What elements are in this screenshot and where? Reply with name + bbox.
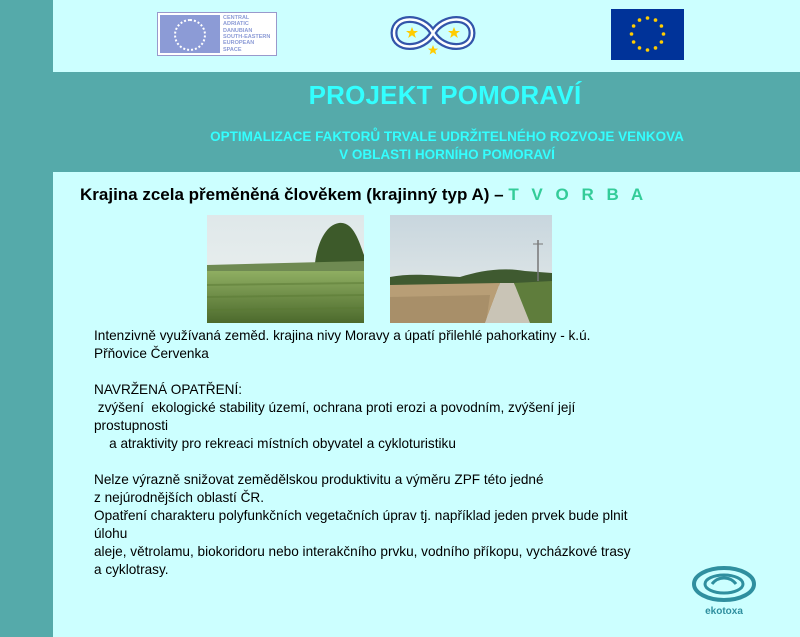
text-line-1: Nelze výrazně snižovat zemědělskou produktivitu a výměru ZPF této jedné [94, 472, 544, 487]
subtitle-line-2: V OBLASTI HORNÍHO POMORAVÍ [339, 147, 555, 162]
slide-heading-main: Krajina zcela přeměněná člověkem (krajinný typ A) – [80, 185, 509, 204]
cadses-stars-icon [160, 15, 220, 53]
text-line-3: Opatření charakteru polyfunkčních vegetačních úprav tj. například jeden prvek bude plnit [94, 508, 628, 523]
text-line-6: a cyklotrasy. [94, 562, 169, 577]
field-photo [207, 215, 364, 323]
page-title: PROJEKT POMORAVÍ [308, 80, 582, 110]
text-line-2: z nejúrodnějších oblastí ČR. [94, 490, 265, 505]
page-subtitle [0, 128, 800, 164]
paragraph-1-line-1: Intenzivně využívaná zeměd. krajina nivy Moravy a úpatí přilehlé pahorkatiny - k.ú. [94, 328, 591, 343]
measures-title: NAVRŽENÁ OPATŘENÍ: [94, 382, 243, 397]
measures-line-1: zvýšení ekologické stability území, ochrana proti erozi a povodním, zvýšení její [94, 400, 576, 415]
slide-text [94, 327, 774, 579]
subtitle-line-1: OPTIMALIZACE FAKTORŮ TRVALE UDRŽITELNÉHO ROZVOJE VENKOVA [210, 129, 684, 144]
paragraph-1-line-2: Přňovice Červenka [94, 346, 209, 361]
slide-heading-accent: T V O R B A [508, 185, 648, 204]
text-line-4: úlohu [94, 526, 128, 541]
cadses-logo [157, 12, 277, 56]
slide-heading [80, 185, 647, 205]
eu-flag [611, 9, 684, 60]
measures-line-2: prostupnosti [94, 418, 169, 433]
measures-line-3: a atraktivity pro rekreaci místních obyvatel a cykloturistiku [94, 436, 456, 451]
ekotoxa-label: ekotoxa [705, 606, 743, 617]
ekotoxa-logo [688, 562, 760, 620]
cadses-text: CENTRAL ADRIATIC DANUBIAN SOUTH-EASTERN EUROPEAN SPACE [223, 15, 271, 53]
text-line-5: aleje, větrolamu, biokoridoru nebo interakčního prvku, vodního příkopu, vycházkové trasy [94, 544, 631, 559]
road-photo [390, 215, 552, 323]
interreg-logo [388, 9, 478, 57]
